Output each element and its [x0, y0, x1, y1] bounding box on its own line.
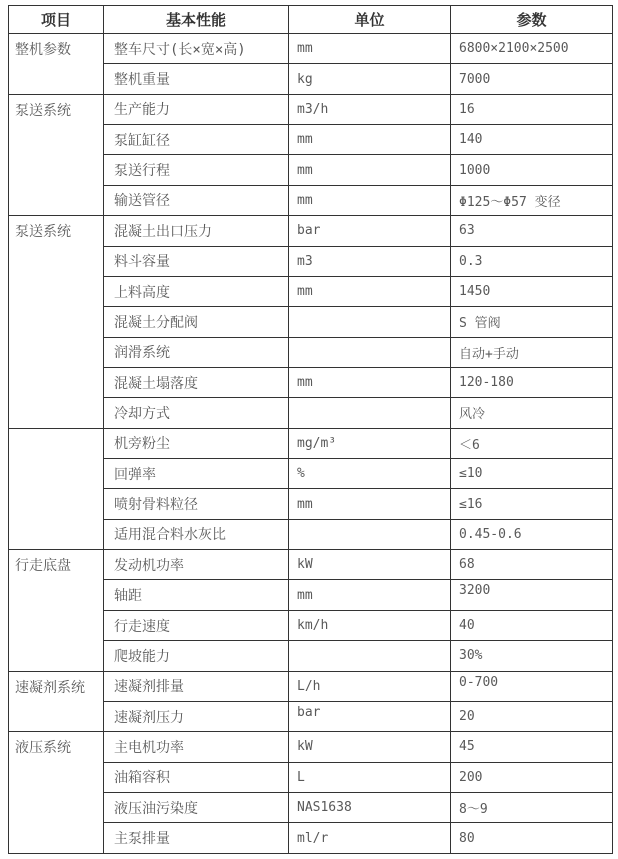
table-body	[9, 34, 613, 854]
table-row	[9, 732, 613, 762]
group-cell	[9, 34, 104, 95]
spec-value-cell: 68	[451, 550, 613, 580]
spec-name-cell: 泵缸缸径	[104, 125, 289, 155]
spec-name-cell: 喷射骨料粒径	[104, 489, 289, 519]
spec-value-cell: ＜6	[451, 428, 613, 458]
spec-value-cell: 120-180	[451, 367, 613, 397]
spec-unit-cell: mm	[289, 489, 451, 519]
spec-unit-cell: m3/h	[289, 94, 451, 124]
header-cell-unit: 单位	[289, 6, 451, 34]
spec-value-cell: S 管阀	[451, 307, 613, 337]
spec-value-cell: 40	[451, 610, 613, 640]
spec-name-cell: 整车尺寸(长×宽×高)	[104, 34, 289, 64]
spec-value-cell: 6800×2100×2500	[451, 34, 613, 64]
spec-unit-cell	[289, 641, 451, 671]
spec-unit-cell: kg	[289, 64, 451, 94]
spec-unit-cell: mm	[289, 125, 451, 155]
group-label: 泵送系统	[15, 224, 71, 241]
table-header	[9, 6, 613, 34]
spec-unit-cell: mm	[289, 185, 451, 215]
spec-unit-cell: L/h	[289, 671, 451, 701]
spec-name-cell: 主泵排量	[104, 823, 289, 854]
header-cell-parameter: 参数	[451, 6, 613, 34]
spec-name-cell: 冷却方式	[104, 398, 289, 428]
group-cell	[9, 216, 104, 429]
table-row	[9, 550, 613, 580]
spec-value-cell: 63	[451, 216, 613, 246]
spec-value-cell: 200	[451, 762, 613, 792]
group-label: 速凝剂系统	[15, 679, 85, 696]
spec-name-cell: 机旁粉尘	[104, 428, 289, 458]
spec-value-cell: Φ125～Φ57 变径	[451, 185, 613, 215]
group-cell	[9, 550, 104, 671]
spec-name-cell: 速凝剂压力	[104, 701, 289, 731]
spec-name-cell: 油箱容积	[104, 762, 289, 792]
group-label: 行走底盘	[15, 558, 71, 575]
spec-value-cell: 0.3	[451, 246, 613, 276]
spec-unit-cell: mm	[289, 367, 451, 397]
spec-name-cell: 主电机功率	[104, 732, 289, 762]
spec-name-cell: 液压油污染度	[104, 792, 289, 822]
group-label: 泵送系统	[15, 102, 71, 119]
table-row	[9, 34, 613, 64]
spec-value-cell: 0.45-0.6	[451, 519, 613, 549]
spec-name-cell: 轴距	[104, 580, 289, 610]
spec-value-cell: 7000	[451, 64, 613, 94]
spec-name-cell: 爬坡能力	[104, 641, 289, 671]
spec-unit-cell: mm	[289, 276, 451, 306]
table-row	[9, 671, 613, 701]
spec-name-cell: 速凝剂排量	[104, 671, 289, 701]
spec-name-cell: 回弹率	[104, 459, 289, 489]
spec-value-cell: ≤10	[451, 459, 613, 489]
group-label: 整机参数	[15, 42, 71, 58]
spec-unit-cell: bar	[289, 216, 451, 246]
spec-unit-cell	[289, 307, 451, 337]
group-label	[15, 429, 103, 459]
spec-name-cell: 适用混合料水灰比	[104, 519, 289, 549]
group-cell	[9, 732, 104, 854]
spec-unit-cell: NAS1638	[289, 792, 451, 822]
spec-name-cell: 混凝土出口压力	[104, 216, 289, 246]
group-cell	[9, 94, 104, 215]
spec-unit-cell: kW	[289, 550, 451, 580]
spec-name-cell: 整机重量	[104, 64, 289, 94]
spec-value-cell: 140	[451, 125, 613, 155]
spec-value-cell: 3200	[451, 580, 613, 610]
spec-unit-cell: m3	[289, 246, 451, 276]
spec-unit-cell: ml/r	[289, 823, 451, 854]
table-row	[9, 216, 613, 246]
spec-name-cell: 润滑系统	[104, 337, 289, 367]
spec-value-cell: 80	[451, 823, 613, 854]
spec-name-cell: 行走速度	[104, 610, 289, 640]
spec-name-cell: 输送管径	[104, 185, 289, 215]
spec-name-cell: 料斗容量	[104, 246, 289, 276]
spec-unit-cell: L	[289, 762, 451, 792]
spec-unit-cell: km/h	[289, 610, 451, 640]
group-label: 液压系统	[15, 740, 71, 757]
group-cell	[9, 671, 104, 732]
spec-unit-cell: bar	[289, 701, 451, 731]
spec-name-cell: 上料高度	[104, 276, 289, 306]
spec-unit-cell: mg/m³	[289, 428, 451, 458]
spec-value-cell: 16	[451, 94, 613, 124]
table-row	[9, 94, 613, 124]
spec-unit-cell: mm	[289, 34, 451, 64]
spec-name-cell: 发动机功率	[104, 550, 289, 580]
spec-unit-cell: mm	[289, 155, 451, 185]
spec-value-cell: 45	[451, 732, 613, 762]
spec-value-cell: ≤16	[451, 489, 613, 519]
table-row	[9, 428, 613, 458]
spec-name-cell: 生产能力	[104, 94, 289, 124]
spec-value-cell: 0-700	[451, 671, 613, 701]
spec-unit-cell	[289, 519, 451, 549]
header-row	[9, 6, 613, 34]
spec-value-cell: 1000	[451, 155, 613, 185]
spec-name-cell: 泵送行程	[104, 155, 289, 185]
spec-unit-cell	[289, 337, 451, 367]
spec-table	[8, 5, 613, 854]
spec-value-cell: 8～9	[451, 792, 613, 822]
spec-name-cell: 混凝土塌落度	[104, 367, 289, 397]
spec-unit-cell: %	[289, 459, 451, 489]
spec-value-cell: 自动+手动	[451, 337, 613, 367]
spec-unit-cell	[289, 398, 451, 428]
spec-value-cell: 20	[451, 701, 613, 731]
spec-unit-cell: kW	[289, 732, 451, 762]
header-cell-item: 项目	[9, 6, 104, 34]
spec-value-cell: 1450	[451, 276, 613, 306]
spec-name-cell: 混凝土分配阀	[104, 307, 289, 337]
header-cell-performance: 基本性能	[104, 6, 289, 34]
group-cell	[9, 428, 104, 549]
spec-value-cell: 30%	[451, 641, 613, 671]
spec-unit-cell: mm	[289, 580, 451, 610]
spec-value-cell: 风冷	[451, 398, 613, 428]
